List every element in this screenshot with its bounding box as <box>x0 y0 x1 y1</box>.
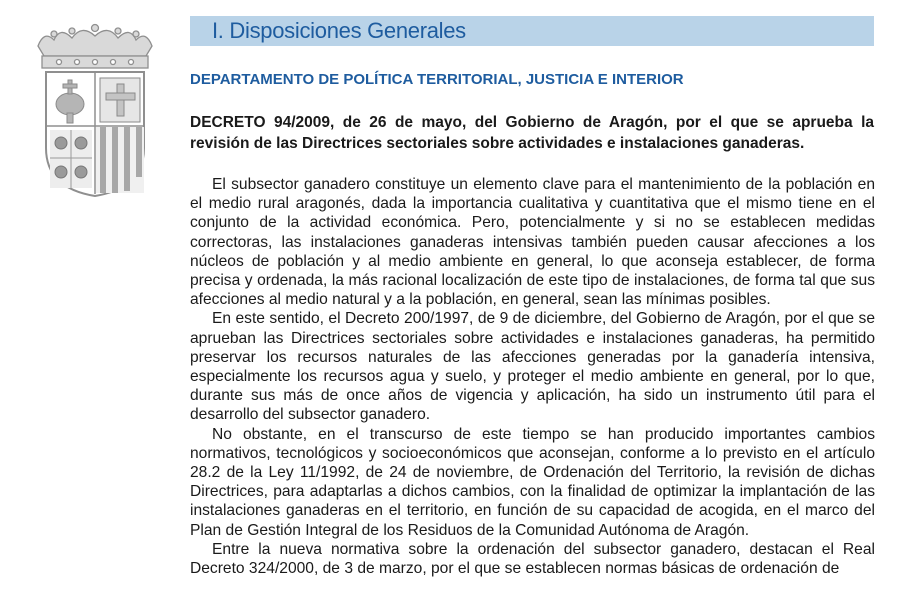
decree-body <box>190 175 875 600</box>
stripes-icon <box>96 127 144 193</box>
paragraph: En este sentido, el Decreto 200/1997, de 9 de diciembre, del Gobierno de Aragón, por el que se aprueban las Directrices sectoriales sobre actividades e instalaciones ganaderas, ha permitido preservar los recursos naturales de las afecciones generadas por la ganadería intensiva, especialmente los recursos agua y suelo, y proteger el medio ambiente en general, por lo que, durante sus más de once años de vigencia y aplicación, ha sido un instrumento útil para el desarrollo del subsector ganadero. <box>190 310 875 424</box>
paragraph: Entre la nueva normativa sobre la ordenación del subsector ganadero, destacan el Real Decreto 324/2000, de 3 de marzo, por el que se establecen normas básicas de ordenación de <box>190 540 875 578</box>
aragon-coat-of-arms-icon <box>34 22 156 198</box>
crown-icon <box>38 25 152 69</box>
decree-title: DECRETO 94/2009, de 26 de mayo, del Gobierno de Aragón, por el que se aprueba la revisión de las Directrices sectoriales sobre actividades e instalaciones ganaderas. <box>190 114 874 152</box>
moors-heads-icon <box>50 130 92 188</box>
paragraph: No obstante, en el transcurso de este tiempo se han producido importantes cambios normativos, tecnológicos y socioeconómicos que aconsejan, conforme a lo previsto en el artículo 28.2 de la Ley 11/1992, de 24 de noviembre, de Ordenación del Territorio, la revisión de dichas Directrices, para adaptarlas a dichos cambios, con la finalidad de optimizar la implantación de las instalaciones ganaderas en el territorio, en función de su capacidad de acogida, en el marco del Plan de Gestión Integral de los Residuos de la Comunidad Autónoma de Aragón. <box>190 425 875 539</box>
cross-icon <box>100 78 140 122</box>
paragraph: El subsector ganadero constituye un elemento clave para el mantenimiento de la población en el medio rural aragonés, dada la importancia cualitativa y cuantitativa que el mismo tiene en el conjunto de la actividad económica. Pero, potencialmente y si no se establecen medidas correctoras, las instalaciones ganaderas intensivas también pueden causar afecciones a los núcleos de población y al medio ambiente en general, lo que aconseja establecer, de forma precisa y ordenada, la más racional localización de este tipo de instalaciones, de forma tal que sus afecciones al medio natural y a la población, en general, sean las mínimas posibles. <box>190 176 875 309</box>
section-header-bar <box>190 16 874 46</box>
department-heading: DEPARTAMENTO DE POLÍTICA TERRITORIAL, JUSTICIA E INTERIOR <box>190 71 684 88</box>
section-title: I. Disposiciones Generales <box>212 18 466 43</box>
